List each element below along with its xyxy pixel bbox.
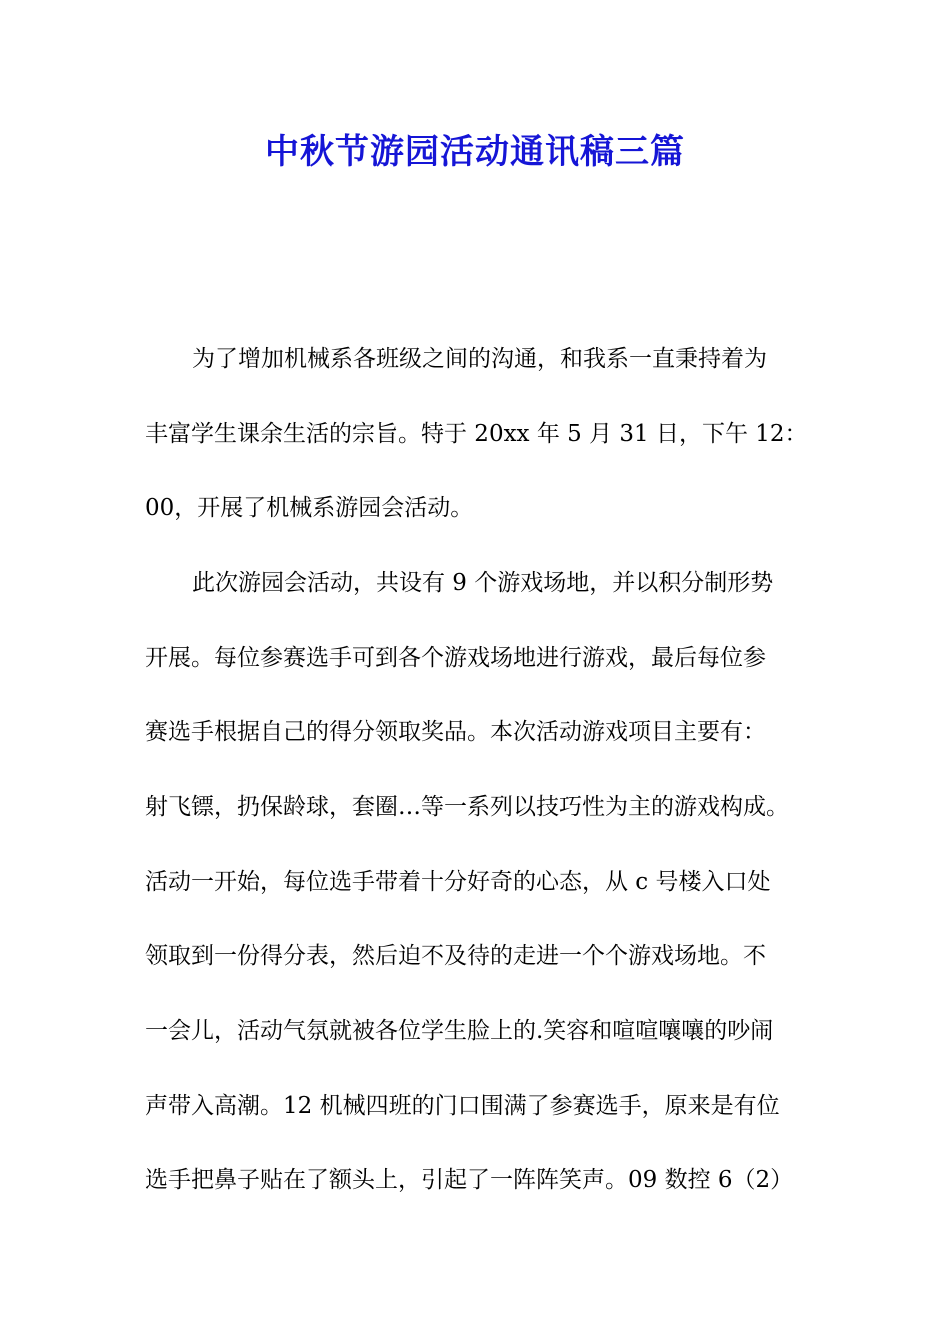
paragraph-2-line-9: 选手把鼻子贴在了额头上，引起了一阵阵笑声。09 数控 6（2） xyxy=(145,1167,794,1193)
paragraph-2-line-6: 领取到一份得分表，然后迫不及待的走进一个个游戏场地。不 xyxy=(145,943,766,969)
paragraph-1-line-3: 00，开展了机械系游园会活动。 xyxy=(145,495,474,521)
paragraph-1-line-1: 为了增加机械系各班级之间的沟通，和我系一直秉持着为 xyxy=(192,346,767,372)
paragraph-2-line-2: 开展。每位参赛选手可到各个游戏场地进行游戏，最后每位参 xyxy=(145,645,766,671)
paragraph-2-line-4: 射飞镖，扔保龄球，套圈…等一系列以技巧性为主的游戏构成。 xyxy=(145,794,789,820)
paragraph-2-line-1: 此次游园会活动，共设有 9 个游戏场地，并以积分制形势 xyxy=(192,570,774,596)
paragraph-2-line-3: 赛选手根据自己的得分领取奖品。本次活动游戏项目主要有： xyxy=(145,719,766,745)
paragraph-2-line-7: 一会儿，活动气氛就被各位学生脸上的.笑容和喧喧嚷嚷的吵闹 xyxy=(145,1018,774,1044)
document-title: 中秋节游园活动通讯稿三篇 xyxy=(265,132,685,172)
paragraph-1-line-2: 丰富学生课余生活的宗旨。特于 20xx 年 5 月 31 日，下午 12： xyxy=(145,421,808,447)
paragraph-2-line-8: 声带入高潮。12 机械四班的门口围满了参赛选手，原来是有位 xyxy=(145,1093,780,1119)
paragraph-2-line-5: 活动一开始，每位选手带着十分好奇的心态，从 c 号楼入口处 xyxy=(145,869,771,895)
